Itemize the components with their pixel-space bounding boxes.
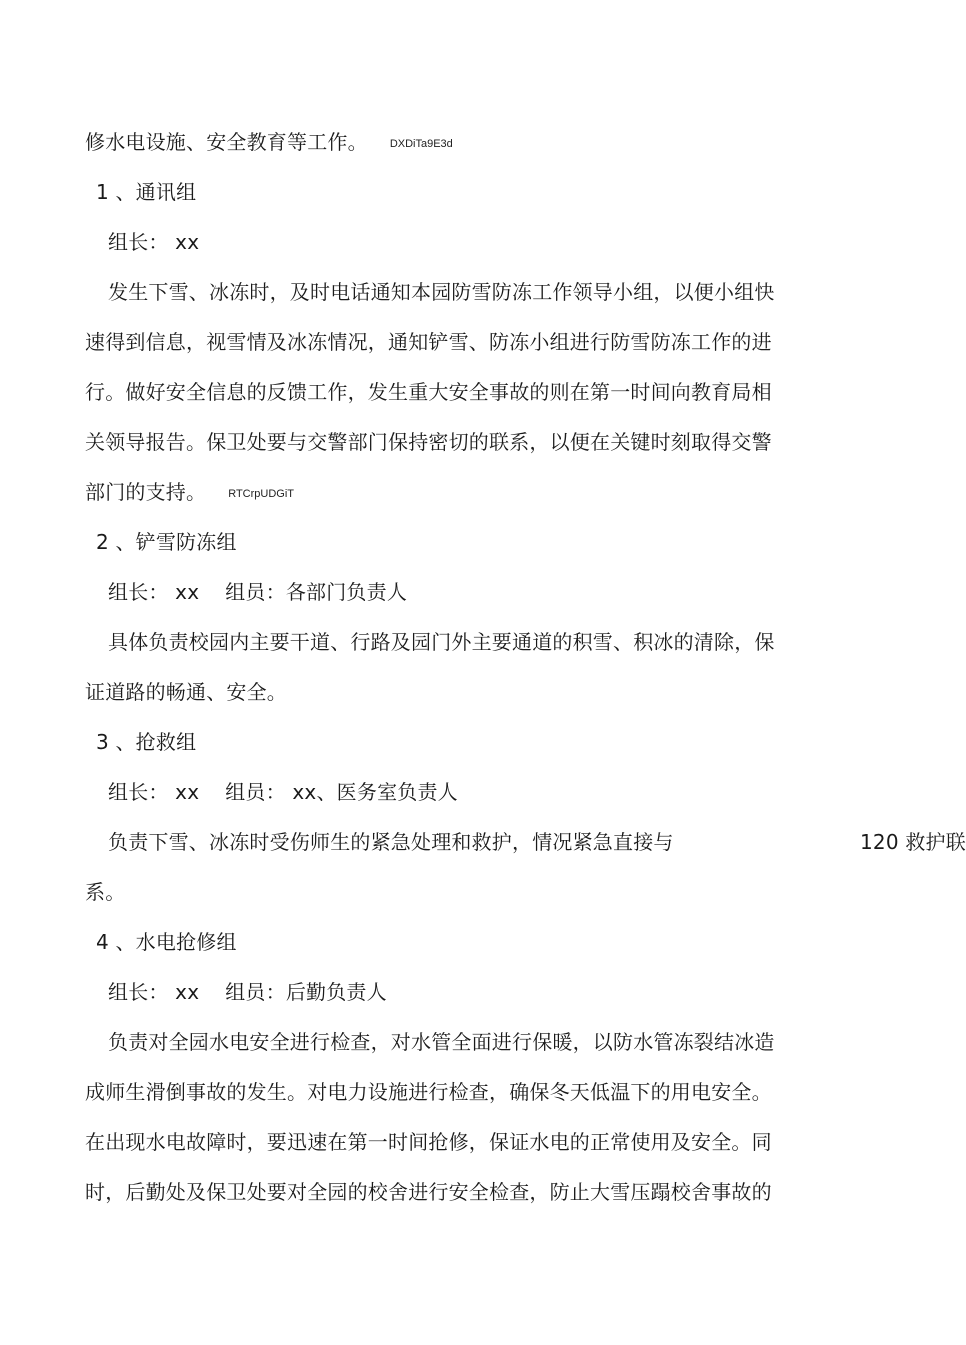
leader-line [108, 978, 387, 1006]
watermark-code: RTCrpUDGiT [228, 488, 294, 500]
members-text: 组员：各部门负责人 [225, 580, 408, 604]
paragraph-line: 成师生滑倒事故的发生。对电力设施进行检查，确保冬天低温下的用电安全。 [85, 1080, 772, 1104]
paragraph-line [85, 128, 453, 158]
section-heading-1: 1 、通讯组 [96, 180, 197, 204]
paragraph-line [85, 478, 294, 508]
paragraph-line: 时，后勤处及保卫处要对全园的校舍进行安全检查，防止大雪压蹋校舍事故的 [85, 1180, 772, 1204]
leader-line [108, 778, 458, 806]
leader-line [108, 578, 407, 606]
leader-text: 组长： xx [108, 980, 200, 1004]
paragraph-line: 关领导报告。保卫处要与交警部门保持密切的联系，以便在关键时刻取得交警 [85, 430, 772, 454]
watermark-code: DXDiTa9E3d [389, 138, 453, 150]
section-heading-4: 4 、水电抢修组 [96, 930, 237, 954]
section-heading-2: 2 、铲雪防冻组 [96, 530, 237, 554]
paragraph-line: 发生下雪、冰冻时，及时电话通知本园防雪防冻工作领导小组，以便小组快 [108, 280, 775, 304]
body-text: 部门的支持。 [85, 480, 207, 504]
paragraph-line: 在出现水电故障时，要迅速在第一时间抢修，保证水电的正常使用及安全。同 [85, 1130, 772, 1154]
section-heading-3: 3 、抢救组 [96, 730, 197, 754]
paragraph-line [108, 828, 966, 856]
body-text: 120 救护联 [860, 830, 966, 854]
paragraph-line: 证道路的畅通、安全。 [85, 680, 287, 704]
members-text: 组员：后勤负责人 [225, 980, 387, 1004]
body-text: 修水电设施、安全教育等工作。 [85, 130, 368, 154]
paragraph-line: 速得到信息，视雪情及冰冻情况，通知铲雪、防冻小组进行防雪防冻工作的进 [85, 330, 772, 354]
leader-text: 组长： xx [108, 780, 200, 804]
members-text: 组员： xx、医务室负责人 [225, 780, 458, 804]
leader-line: 组长： xx [108, 230, 200, 254]
paragraph-line: 系。 [85, 880, 126, 904]
paragraph-line: 行。做好安全信息的反馈工作，发生重大安全事故的则在第一时间向教育局相 [85, 380, 772, 404]
paragraph-line: 负责对全园水电安全进行检查，对水管全面进行保暖，以防水管冻裂结冰造 [108, 1030, 775, 1054]
body-text: 负责下雪、冰冻时受伤师生的紧急处理和救护，情况紧急直接与 [108, 830, 674, 854]
leader-text: 组长： xx [108, 580, 200, 604]
paragraph-line: 具体负责校园内主要干道、行路及园门外主要通道的积雪、积冰的清除，保 [108, 630, 775, 654]
